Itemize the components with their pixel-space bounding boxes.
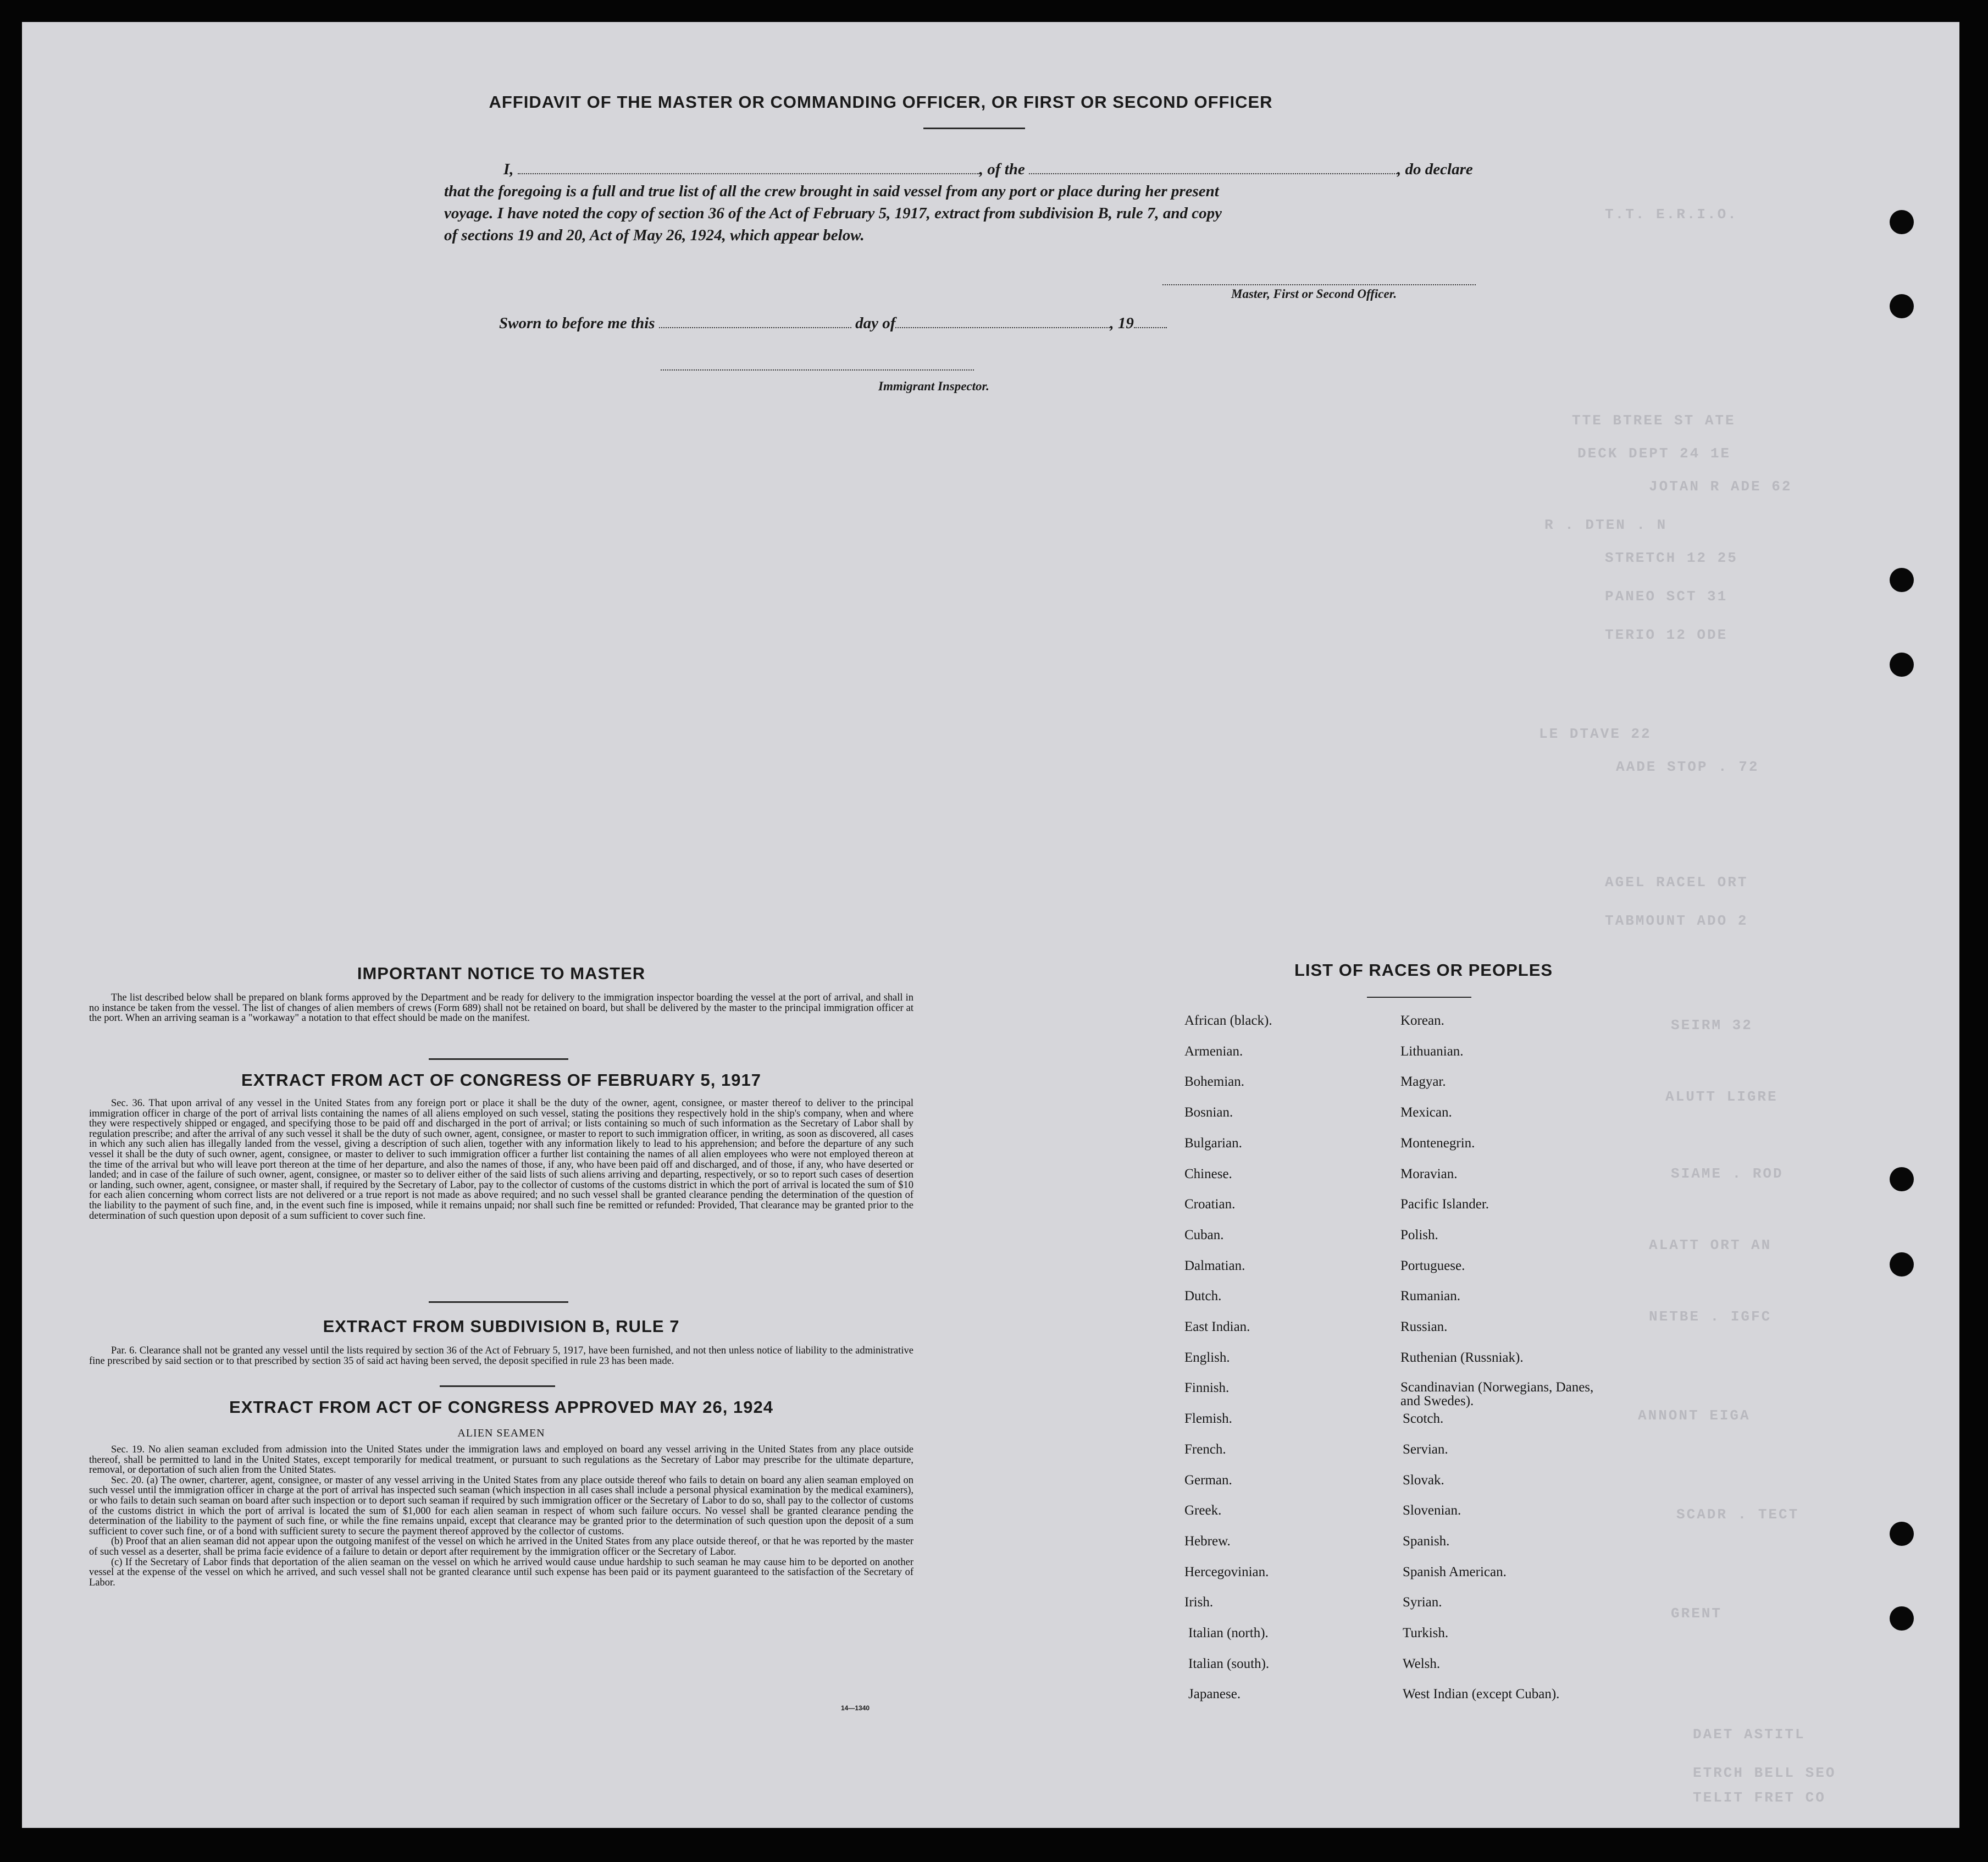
affidavit-line-4: of sections 19 and 20, Act of May 26, 1924, which appear below. [444, 226, 865, 244]
race-item: Flemish. [1184, 1411, 1232, 1427]
race-item: Mexican. [1400, 1105, 1452, 1120]
sec20a-text: Sec. 20. (a) The owner, charterer, agent, consignee, or master of any vessel arriving in the United States from any place outside thereof who fails to detain on board any alien seaman employed on such vessel until the immigration officer in charge at the port of arrival has inspected such seaman (which inspection in all cases shall include a personal physical examination by the medical examiners), or who fails to detain such seaman on board after such inspection or to deport such seaman if required by such immigration officer or the Secretary of Labor to do so, shall pay to the collector of customs of the customs district in which the port of arrival is located the sum of $1,000 for each alien seaman in respect of whom such failure occurs. No vessel shall be granted clearance pending the determination of the liability to the payment of such fine, or while the fine remains unpaid, except that clearance may be granted prior to the determination of such question upon the deposit of a sum sufficient to cover such fine, or of a bond with sufficient surety to secure the payment thereof approved by the collector of customs. [89, 1474, 913, 1537]
year-label: , 19 [1110, 314, 1134, 332]
race-item: Irish. [1184, 1595, 1214, 1610]
race-item: Armenian. [1184, 1043, 1243, 1059]
race-item: Magyar. [1400, 1074, 1446, 1090]
race-item: Russian. [1400, 1319, 1448, 1334]
race-item: Spanish American. [1403, 1564, 1507, 1579]
extract-1924-subtitle: ALIEN SEAMEN [457, 1427, 545, 1439]
inspector-signature-field[interactable] [661, 368, 974, 371]
race-item: Chinese. [1184, 1166, 1232, 1181]
vessel-name-field[interactable] [1029, 173, 1397, 174]
affidavit-declaration-line [503, 161, 1473, 179]
race-item: Moravian. [1400, 1166, 1458, 1181]
race-item: Hebrew. [1184, 1533, 1231, 1549]
sec19-text: Sec. 19. No alien seaman excluded from admission into the United States under the immigration laws and employed on board any vessel arriving in the United States from any place outside thereof, shall be permitted to land in the United States, except temporarily for medical treatment, or pursuant to such regulations as the Secretary of Labor may prescribe for the ultimate departure, removal, or deportation of such alien from the United States. [89, 1444, 913, 1476]
binder-hole-icon [1890, 1606, 1914, 1631]
sworn-month-field[interactable] [895, 327, 1110, 328]
race-item: Scotch. [1403, 1411, 1444, 1427]
race-item: Italian (north). [1188, 1626, 1269, 1640]
inspector-caption: Immigrant Inspector. [878, 379, 989, 393]
race-item: Lithuanian. [1400, 1043, 1464, 1059]
notice-rule [429, 1058, 568, 1060]
race-item: Montenegrin. [1400, 1135, 1475, 1151]
race-item: Slovenian. [1403, 1503, 1461, 1518]
race-item: Polish. [1400, 1227, 1438, 1242]
race-item: African (black). [1184, 1013, 1272, 1028]
race-item: French. [1184, 1441, 1226, 1457]
sec20b-text: (b) Proof that an alien seaman did not appear upon the outgoing manifest of the vessel on which he arrived in the United States from any place outside thereof, or that he was reported by the master of such vessel as a deserter, shall be prima facie evidence of a failure to detain or deport after requirement by the immigration officer or the Secretary of Labor. [89, 1536, 913, 1557]
sworn-line [499, 314, 1167, 333]
race-item: English. [1184, 1350, 1230, 1365]
race-item: Pacific Islander. [1400, 1197, 1489, 1212]
race-item: Rumanian. [1400, 1289, 1461, 1304]
sworn-year-field[interactable] [1134, 327, 1167, 328]
race-item: Dutch. [1184, 1289, 1222, 1304]
race-item: Italian (south). [1188, 1656, 1270, 1671]
race-item: Cuban. [1184, 1227, 1224, 1242]
officer-name-field[interactable] [518, 173, 979, 174]
form-number: 14—1340 [841, 1704, 870, 1712]
of-the-label: , of the [979, 161, 1025, 178]
race-item: Scandinavian (Norwegians, Danes, and Swedes). [1400, 1380, 1594, 1409]
master-signature-field[interactable] [1162, 283, 1476, 285]
binder-hole-icon [1890, 653, 1914, 677]
day-of-label: day of [855, 314, 896, 332]
race-item: Slovak. [1403, 1472, 1444, 1488]
race-item: West Indian (except Cuban). [1403, 1687, 1560, 1702]
extract-1917-body: Sec. 36. That upon arrival of any vessel in the United States from any foreign port or place it shall be the duty of the owner, agent, consignee, or master thereof to deliver to the principal immigration officer in charge of the port of arrival lists containing the names of all aliens employed on such vessel, stating the positions they respectively hold in the ship's company, when and where they were respectively shipped or engaged, and specifying those to be paid off and discharged in the port of arrival; or lists containing so much of such information as the Secretary of Labor shall by regulation prescribe; and after the arrival of any such vessel it shall be the duty of such owner, agent, consignee, or master to report to such immigration officer, in writing, as soon as discovered, all cases in which any such alien has illegally landed from the vessel, giving a description of such alien, together with any information likely to lead to his apprehension; and before the departure of any such vessel it shall be the duty of such owner, agent, consignee, or master to deliver to such immigration officer a further list containing the names of all alien employees who were not employed thereon at the time of the arrival but who will leave port thereon at the time of her departure, and also the names of those, if any, who have been paid off and discharged, and of those, if any, who have deserted or landed; and in case of the failure of such owner, agent, consignee, or master so to deliver either of the said lists of such aliens arriving and departing, respectively, or so to report such cases of desertion or landing, such owner, agent, consignee, or master shall, if required by the Secretary of Labor, pay to the collector of customs of the customs district in which the port of arrival is located the sum of $10 for each alien concerning whom correct lists are not delivered or a true report is not made as above required; and no such vessel shall be granted clearance pending the determination of the question of the liability to the payment of such fine, and, in the event such fine is imposed, while it remains unpaid; nor shall such fine be remitted or refunded: Provided, That clearance may be granted prior to the determination of such question upon deposit of a sum sufficient to cover such fine. [89, 1098, 913, 1222]
race-item: Ruthenian (Russniak). [1400, 1350, 1524, 1365]
race-item: Croatian. [1184, 1197, 1236, 1212]
race-item: German. [1184, 1472, 1232, 1488]
do-declare-label: , do declare [1397, 161, 1473, 178]
document-page: T.T. E.R.I.O. TTE BTREE ST ATE DECK DEPT 24 1E JOTAN R ADE 62 R . DTEN . N STRETCH 12 25 PANEO SCT 31 TERIO 12 ODE LE DTAVE 22 AADE STOP . 72 AGEL RACEL ORT TABMOUNT ADO 2 SEIRM 32 ALUTT LIGRE SIAME . ROD ALATT ORT AN NETBE . IGFC ANNONT EIGA SCADR . TECT GRENT DAET ASTITL ETRCH BELL SEO TELIT FRET CO AFFIDAVIT OF THE MASTER OR COMMANDING OFFICER, OR FIRST OR SECOND OFFICER I, , of the , do declare that the foregoing is a full and true list of all the crew brought in said vessel from any port or place during her present voyage. I have noted the copy of section 36 of the Act of February 5, 1917, extract from subdivision B, rule 7, and copy of sections 19 and 20, Act of May 26, 1924, which appear below. Master, First or Second Officer. Sworn to before me this day of , 19 Immigrant Inspector. IMPORTANT NOTICE TO MASTER The list described below shall be prepared on blank forms approved by the Department and be ready for delivery to the immigration inspector boarding the vessel at the port of arrival, and shall in no instance be taken from the vessel. The list of changes of alien members of crews (Form 689) shall not be retained on board, but shall be delivered by the master to the principal immigration officer at the port. When an arriving seaman is a "workaway" a notation to that effect should be made on the manifest. EXTRACT FROM ACT OF CONGRESS OF FEBRUARY 5, 1917 Sec. 36. That upon arrival of any vessel in the United States from any foreign port or place it shall be the duty of the owner, agent, consignee, or master thereof to deliver to the principal immigration officer in charge of the port of arrival lists containing the names of all aliens employed on such vessel, stating the positions they respectively hold in the ship's company, when and where they were respectively shipped or engaged, and specifying those to be paid off and discharged in the port of arrival; or lists containing so much of such information as the Secretary of Labor shall by regulation prescribe; and after the arrival of any such vessel it shall be the duty of such owner, agent, consignee, or master to report to such immigration officer, in writing, as soon as discovered, all cases in which any such alien has illegally landed from the vessel, giving a description of such alien, together with any information likely to lead to his apprehension; and before the departure of any such vessel it shall be the duty of such owner, agent, consignee, or master to deliver to such immigration officer a further list containing the names of all alien employees who were not employed thereon at the time of the arrival but who will leave port thereon at the time of her departure, and also the names of those, if any, who have been paid off and discharged, and of those, if any, who have deserted or landed; and in case of the failure of such owner, agent, consignee, or master so to deliver either of the said lists of such aliens arriving and departing, respectively, or so to report such cases of desertion or landing, such owner, agent, consignee, or master shall, if required by the Secretary of Labor, pay to the collector of customs of the customs district in which the port of arrival is located the sum of $10 for each alien concerning whom correct lists are not delivered or a true report is not made as above required; and no such vessel shall be granted clearance pending the determination of the question of the liability to the payment of such fine, and, in the event such fine is imposed, while it remains unpaid; nor shall such fine be remitted or refunded: Provided, That clearance may be granted prior to the determination of such question upon deposit of a sum sufficient to cover such fine. EXTRACT FROM SUBDIVISION B, RULE 7 Par. 6. Clearance shall not be granted any vessel until the lists required by section 36 of the Act of February 5, 1917, have been furnished, and not then unless notice of liability to the administrative fine prescribed by said section or to that prescribed by section 35 of said act having been served, the deposit specified in rule 23 has been made. EXTRACT FROM ACT OF CONGRESS APPROVED MAY 26, 1924 ALIEN SEAMEN Sec. 19. No alien seaman excluded from admission into the United States under the immigration laws and employed on board any vessel arriving in the United States from any place outside thereof, shall be permitted to land in the United States, except temporarily for medical treatment, or pursuant to such regulations as the Secretary of Labor may prescribe for the ultimate departure, removal, or deportation of such alien from the United States. Sec. 20. (a) The owner, charterer, agent, consignee, or master of any vessel arriving in the United States from any place outside thereof who fails to detain on board any alien seaman employed on such vessel until the immigration officer in charge at the port of arrival has inspected such seaman (which inspection in all cases shall include a personal physical examination by the medical examiners), or who fails to detain such seaman on board after such inspection or to deport such seaman if required by such immigration officer or the Secretary of Labor to do so, shall pay to the collector of customs of the customs district in which the port of arrival is located the sum of $1,000 for each alien seaman in respect of whom such failure occurs. No vessel shall be granted clearance pending the determination of the liability to the payment of such fine, or while the fine remains unpaid, except that clearance may be granted prior to the determination of such question upon the deposit of a sum sufficient to cover such fine, or of a bond with sufficient surety to secure the payment thereof approved by the collector of customs. (b) Proof that an alien seaman did not appear upon the outgoing manifest of the vessel on which he arrived in the United States from any place outside thereof, or that he was reported by the master of such vessel as a deserter, shall be prima facie evidence of a failure to detain or deport after requirement by the immigration officer or the Secretary of Labor. (c) If the Secretary of Labor finds that deportation of the alien seaman on the vessel on which he arrived would cause undue hardship to such seaman he may cause him to be deported on another vessel at the expense of the vessel on which he arrived, and such vessel shall not be granted clearance until such expense has been paid or its payment guaranteed to the satisfaction of the Secretary of Labor. 14—1340 LIST OF RACES OR PEOPLES African (black). Armenian. Bohemian. Bosnian. Bulgarian. Chinese. Croatian. Cuban. Dalmatian. Dutch. East Indian. English. Finnish. Flemish. French. German. Greek. Hebrew. Hercegovinian. Irish. Italian (north). Italian (south). Japanese. Korean. Lithuanian. Magyar. Mexican. Montenegrin. Moravian. Pacific Islander. Polish. Portuguese. Rumanian. Russian. Ruthenian (Russniak). Scandinavian (Norwegians, Danes, and Swedes). Scotch. Servian. Slovak. Slovenian. Spanish. Spanish American. Syrian. Turkish. Welsh. West Indian (except Cuban). [22, 22, 1959, 1828]
race-item: Greek. [1184, 1503, 1222, 1518]
notice-body: The list described below shall be prepared on blank forms approved by the Department and be ready for delivery to the immigration inspector boarding the vessel at the port of arrival, and shall in no instance be taken from the vessel. The list of changes of alien members of crews (Form 689) shall not be retained on board, but shall be delivered by the master to the principal immigration officer at the port. When an arriving seaman is a "workaway" a notation to that effect should be made on the manifest. [89, 992, 913, 1024]
race-item: Finnish. [1184, 1380, 1230, 1396]
binder-hole-icon [1890, 1252, 1914, 1277]
race-item: Syrian. [1403, 1595, 1442, 1610]
extract-rule7-rule [440, 1385, 555, 1387]
race-item: Servian. [1403, 1441, 1448, 1457]
sworn-label: Sworn to before me this [499, 314, 655, 332]
race-item: Welsh. [1403, 1656, 1441, 1671]
race-item: Portuguese. [1400, 1258, 1465, 1273]
extract-1917-title: EXTRACT FROM ACT OF CONGRESS OF FEBRUARY 5, 1917 [241, 1070, 761, 1090]
race-item: East Indian. [1184, 1319, 1250, 1334]
binder-hole-icon [1890, 1522, 1914, 1546]
binder-hole-icon [1890, 294, 1914, 318]
sworn-day-field[interactable] [659, 327, 851, 328]
affidavit-title-rule [923, 128, 1025, 129]
affidavit-line-3: voyage. I have noted the copy of section 36 of the Act of February 5, 1917, extract from subdivision B, rule 7, and copy [444, 205, 1222, 222]
races-title-rule [1367, 997, 1471, 998]
master-caption: Master, First or Second Officer. [1231, 287, 1397, 301]
race-item: Dalmatian. [1184, 1258, 1245, 1273]
race-item: Spanish. [1403, 1533, 1450, 1549]
race-item: Korean. [1400, 1013, 1444, 1028]
binder-hole-icon [1890, 568, 1914, 592]
extract-1924-body [89, 1445, 913, 1588]
races-title: LIST OF RACES OR PEOPLES [1294, 960, 1553, 980]
race-item: Bohemian. [1184, 1074, 1245, 1090]
race-item: Bosnian. [1184, 1105, 1233, 1120]
affidavit-title: AFFIDAVIT OF THE MASTER OR COMMANDING OFFICER, OR FIRST OR SECOND OFFICER [489, 92, 1273, 112]
extract-1917-rule [429, 1301, 568, 1303]
race-item: Turkish. [1403, 1626, 1449, 1640]
affidavit-line-2: that the foregoing is a full and true list of all the crew brought in said vessel from any port or place during her present [444, 183, 1219, 200]
notice-title: IMPORTANT NOTICE TO MASTER [357, 964, 646, 983]
i-label: I, [503, 161, 514, 178]
binder-hole-icon [1890, 1167, 1914, 1191]
extract-rule7-title: EXTRACT FROM SUBDIVISION B, RULE 7 [323, 1317, 680, 1336]
extract-rule7-body: Par. 6. Clearance shall not be granted any vessel until the lists required by section 36 of the Act of February 5, 1917, have been furnished, and not then unless notice of liability to the administrative fine prescribed by said section or to that prescribed by section 35 of said act having been served, the deposit specified in rule 23 has been made. [89, 1345, 913, 1367]
race-item: Japanese. [1188, 1687, 1241, 1702]
binder-hole-icon [1890, 210, 1914, 234]
race-item: Hercegovinian. [1184, 1564, 1269, 1579]
race-item: Bulgarian. [1184, 1135, 1242, 1151]
extract-1924-title: EXTRACT FROM ACT OF CONGRESS APPROVED MAY 26, 1924 [229, 1397, 773, 1417]
sec20c-text: (c) If the Secretary of Labor finds that deportation of the alien seaman on the vessel on which he arrived would cause undue hardship to such seaman he may cause him to be deported on another vessel at the expense of the vessel on which he arrived, and such vessel shall not be granted clearance until such expense has been paid or its payment guaranteed to the satisfaction of the Secretary of Labor. [89, 1556, 913, 1588]
